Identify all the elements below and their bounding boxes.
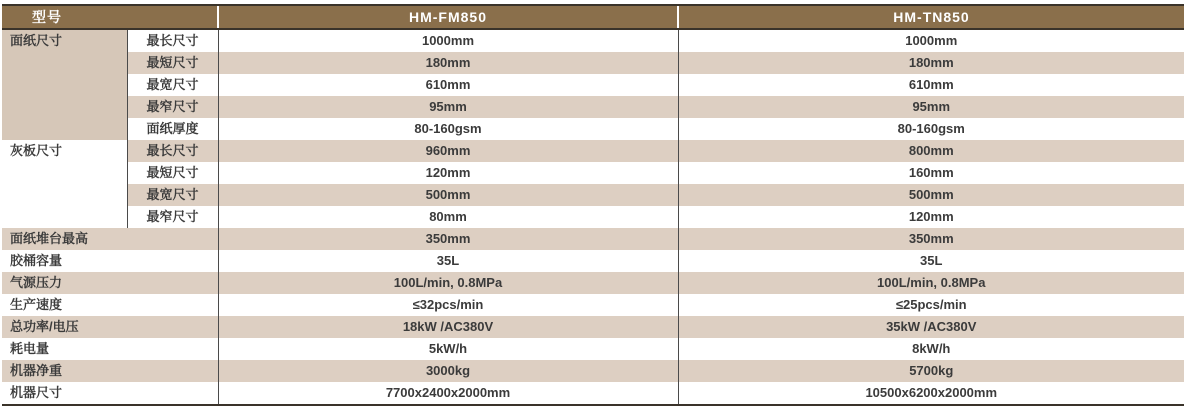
- param-label: 最长尺寸: [127, 29, 218, 52]
- row-label: 总功率/电压: [2, 316, 218, 338]
- value-fm850: 350mm: [218, 228, 678, 250]
- value-tn850: 500mm: [678, 184, 1184, 206]
- value-fm850: 610mm: [218, 74, 678, 96]
- value-fm850: 180mm: [218, 52, 678, 74]
- model-header-cell: 型号: [2, 5, 218, 29]
- column-header-tn850: HM-TN850: [678, 5, 1184, 29]
- value-fm850: 80mm: [218, 206, 678, 228]
- param-label: 最长尺寸: [127, 140, 218, 162]
- value-fm850: ≤32pcs/min: [218, 294, 678, 316]
- row-label: 生产速度: [2, 294, 218, 316]
- table-row: [2, 184, 1184, 206]
- param-label: 最窄尺寸: [127, 96, 218, 118]
- table-row: [2, 206, 1184, 228]
- param-label: 最宽尺寸: [127, 74, 218, 96]
- table-row: [2, 272, 1184, 294]
- value-tn850: 1000mm: [678, 29, 1184, 52]
- value-tn850: 180mm: [678, 52, 1184, 74]
- table-row: [2, 162, 1184, 184]
- value-tn850: 35L: [678, 250, 1184, 272]
- table-row: [2, 382, 1184, 405]
- value-fm850: 500mm: [218, 184, 678, 206]
- value-fm850: 5kW/h: [218, 338, 678, 360]
- value-fm850: 100L/min, 0.8MPa: [218, 272, 678, 294]
- value-tn850: 35kW /AC380V: [678, 316, 1184, 338]
- table-row: [2, 228, 1184, 250]
- row-label: 面纸堆台最高: [2, 228, 218, 250]
- value-tn850: 5700kg: [678, 360, 1184, 382]
- row-label: 机器尺寸: [2, 382, 218, 405]
- row-label: 气源压力: [2, 272, 218, 294]
- param-label: 最宽尺寸: [127, 184, 218, 206]
- value-tn850: 800mm: [678, 140, 1184, 162]
- param-label: 最窄尺寸: [127, 206, 218, 228]
- param-label: 最短尺寸: [127, 52, 218, 74]
- value-fm850: 7700x2400x2000mm: [218, 382, 678, 405]
- table-row: [2, 338, 1184, 360]
- column-header-fm850: HM-FM850: [218, 5, 678, 29]
- value-fm850: 960mm: [218, 140, 678, 162]
- table-row: [2, 360, 1184, 382]
- param-label: 面纸厚度: [127, 118, 218, 140]
- row-label: 耗电量: [2, 338, 218, 360]
- group-label-greyboard: 灰板尺寸: [2, 140, 127, 228]
- table-row: [2, 250, 1184, 272]
- value-fm850: 18kW /AC380V: [218, 316, 678, 338]
- value-tn850: 610mm: [678, 74, 1184, 96]
- table-row: [2, 294, 1184, 316]
- value-fm850: 3000kg: [218, 360, 678, 382]
- value-fm850: 95mm: [218, 96, 678, 118]
- value-tn850: 80-160gsm: [678, 118, 1184, 140]
- table-row: [2, 96, 1184, 118]
- spec-table: [2, 4, 1184, 406]
- row-label: 机器净重: [2, 360, 218, 382]
- table-row: [2, 316, 1184, 338]
- value-fm850: 35L: [218, 250, 678, 272]
- table-row: [2, 29, 1184, 52]
- value-fm850: 80-160gsm: [218, 118, 678, 140]
- value-tn850: ≤25pcs/min: [678, 294, 1184, 316]
- value-fm850: 120mm: [218, 162, 678, 184]
- header-row: [2, 5, 1184, 29]
- value-tn850: 10500x6200x2000mm: [678, 382, 1184, 405]
- value-tn850: 100L/min, 0.8MPa: [678, 272, 1184, 294]
- value-tn850: 95mm: [678, 96, 1184, 118]
- value-tn850: 120mm: [678, 206, 1184, 228]
- value-tn850: 160mm: [678, 162, 1184, 184]
- table-row: [2, 140, 1184, 162]
- table-row: [2, 52, 1184, 74]
- group-label-facepaper: 面纸尺寸: [2, 29, 127, 140]
- value-tn850: 8kW/h: [678, 338, 1184, 360]
- value-fm850: 1000mm: [218, 29, 678, 52]
- row-label: 胶桶容量: [2, 250, 218, 272]
- table-row: [2, 74, 1184, 96]
- table-row: [2, 118, 1184, 140]
- param-label: 最短尺寸: [127, 162, 218, 184]
- value-tn850: 350mm: [678, 228, 1184, 250]
